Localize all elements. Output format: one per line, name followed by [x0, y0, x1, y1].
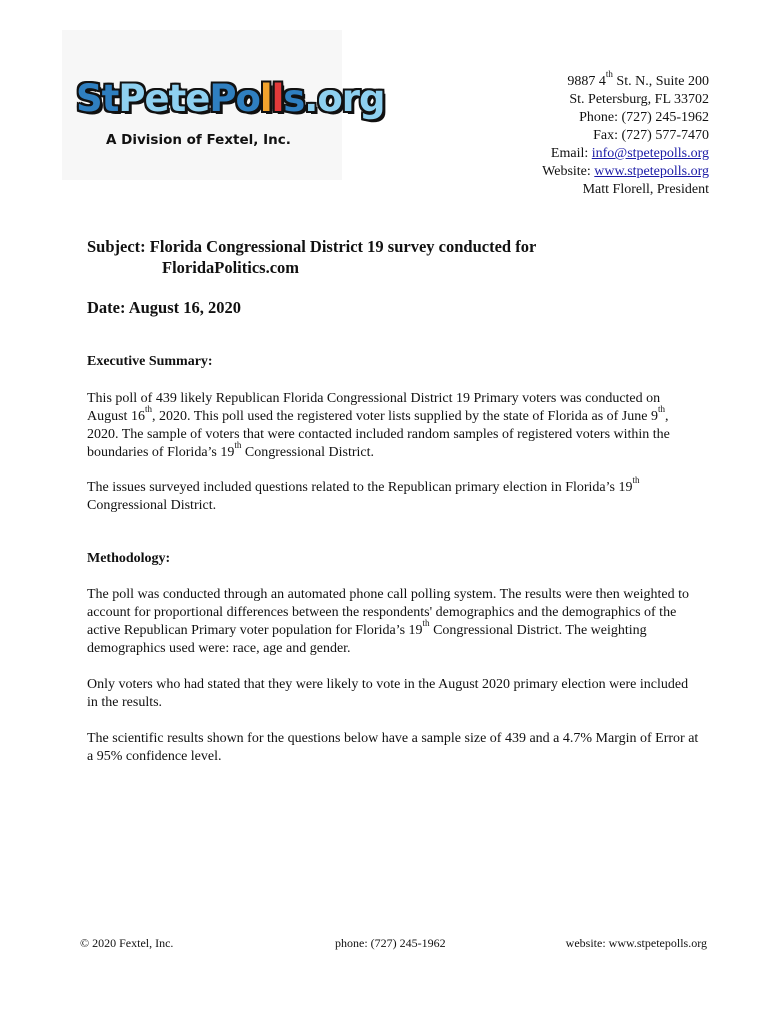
methodology-heading: Methodology:: [87, 551, 171, 566]
methodology-paragraph-2: Only voters who had stated that they were likely to vote in the August 2020 primary election were included in the results.: [87, 677, 689, 710]
phone-line: Phone: (727) 245-1962: [579, 110, 709, 125]
logo-part-l2: l: [271, 77, 284, 120]
subject: [87, 236, 536, 278]
methodology-paragraph-1: The poll was conducted through an automated phone call polling system. The results were then weighted to account for proportional differences between the respondents' demographics and the demographics of the active Republican Primary voter population for Florida’s 19th Congressional District. The weighting demographics used were: race, age and gender.: [87, 587, 689, 656]
subject-line-2: FloridaPolitics.com: [162, 258, 300, 277]
logo-part-org: .org: [304, 77, 385, 120]
email-link[interactable]: info@stpetepolls.org: [591, 146, 709, 161]
street-line: 9887 4th St. N., Suite 200: [567, 69, 709, 89]
subject-line-1: Subject: Florida Congressional District 19 survey conducted for: [87, 237, 537, 256]
executive-summary-heading: Executive Summary:: [87, 354, 213, 369]
footer-website: website: www.stpetepolls.org: [565, 936, 707, 950]
date: Date: August 16, 2020: [87, 298, 242, 317]
fax-line: Fax: (727) 577-7470: [593, 128, 709, 143]
logo: [62, 30, 385, 180]
letterhead-address: [542, 69, 709, 199]
logo-part-po: Po: [209, 77, 260, 120]
logo-part-s: s: [283, 77, 305, 120]
city-line: St. Petersburg, FL 33702: [569, 92, 709, 107]
email-line: Email: info@stpetepolls.org: [550, 146, 709, 161]
website-line: Website: www.stpetepolls.org: [542, 164, 709, 179]
president-line: Matt Florell, President: [582, 182, 709, 197]
logo-part-l1: l: [259, 77, 272, 120]
executive-summary-paragraph-1: This poll of 439 likely Republican Florida Congressional District 19 Primary voters was conducted on August 16th, 2020. This poll used the registered voter lists supplied by the state of Florida as of June 9th, 2020. The sample of voters that were contacted included random samples of registered voters within the boundaries of Florida’s 19th Congressional District.: [87, 391, 670, 460]
methodology-paragraph-3: The scientific results shown for the questions below have a sample size of 439 and a 4.7% Margin of Error at a 95% confidence level.: [87, 731, 699, 764]
logo-subtitle: A Division of Fextel, Inc.: [106, 132, 291, 148]
logo-part-pete: Pete: [118, 77, 210, 120]
website-link[interactable]: www.stpetepolls.org: [594, 164, 709, 179]
executive-summary-paragraph-2: The issues surveyed included questions related to the Republican primary election in Florida’s 19th Congressional District.: [87, 475, 640, 513]
logo-part-st: St: [76, 77, 119, 120]
logo-wordmark: [76, 77, 385, 120]
footer-phone: phone: (727) 245-1962: [335, 936, 446, 950]
footer-copyright: © 2020 Fextel, Inc.: [80, 936, 174, 950]
